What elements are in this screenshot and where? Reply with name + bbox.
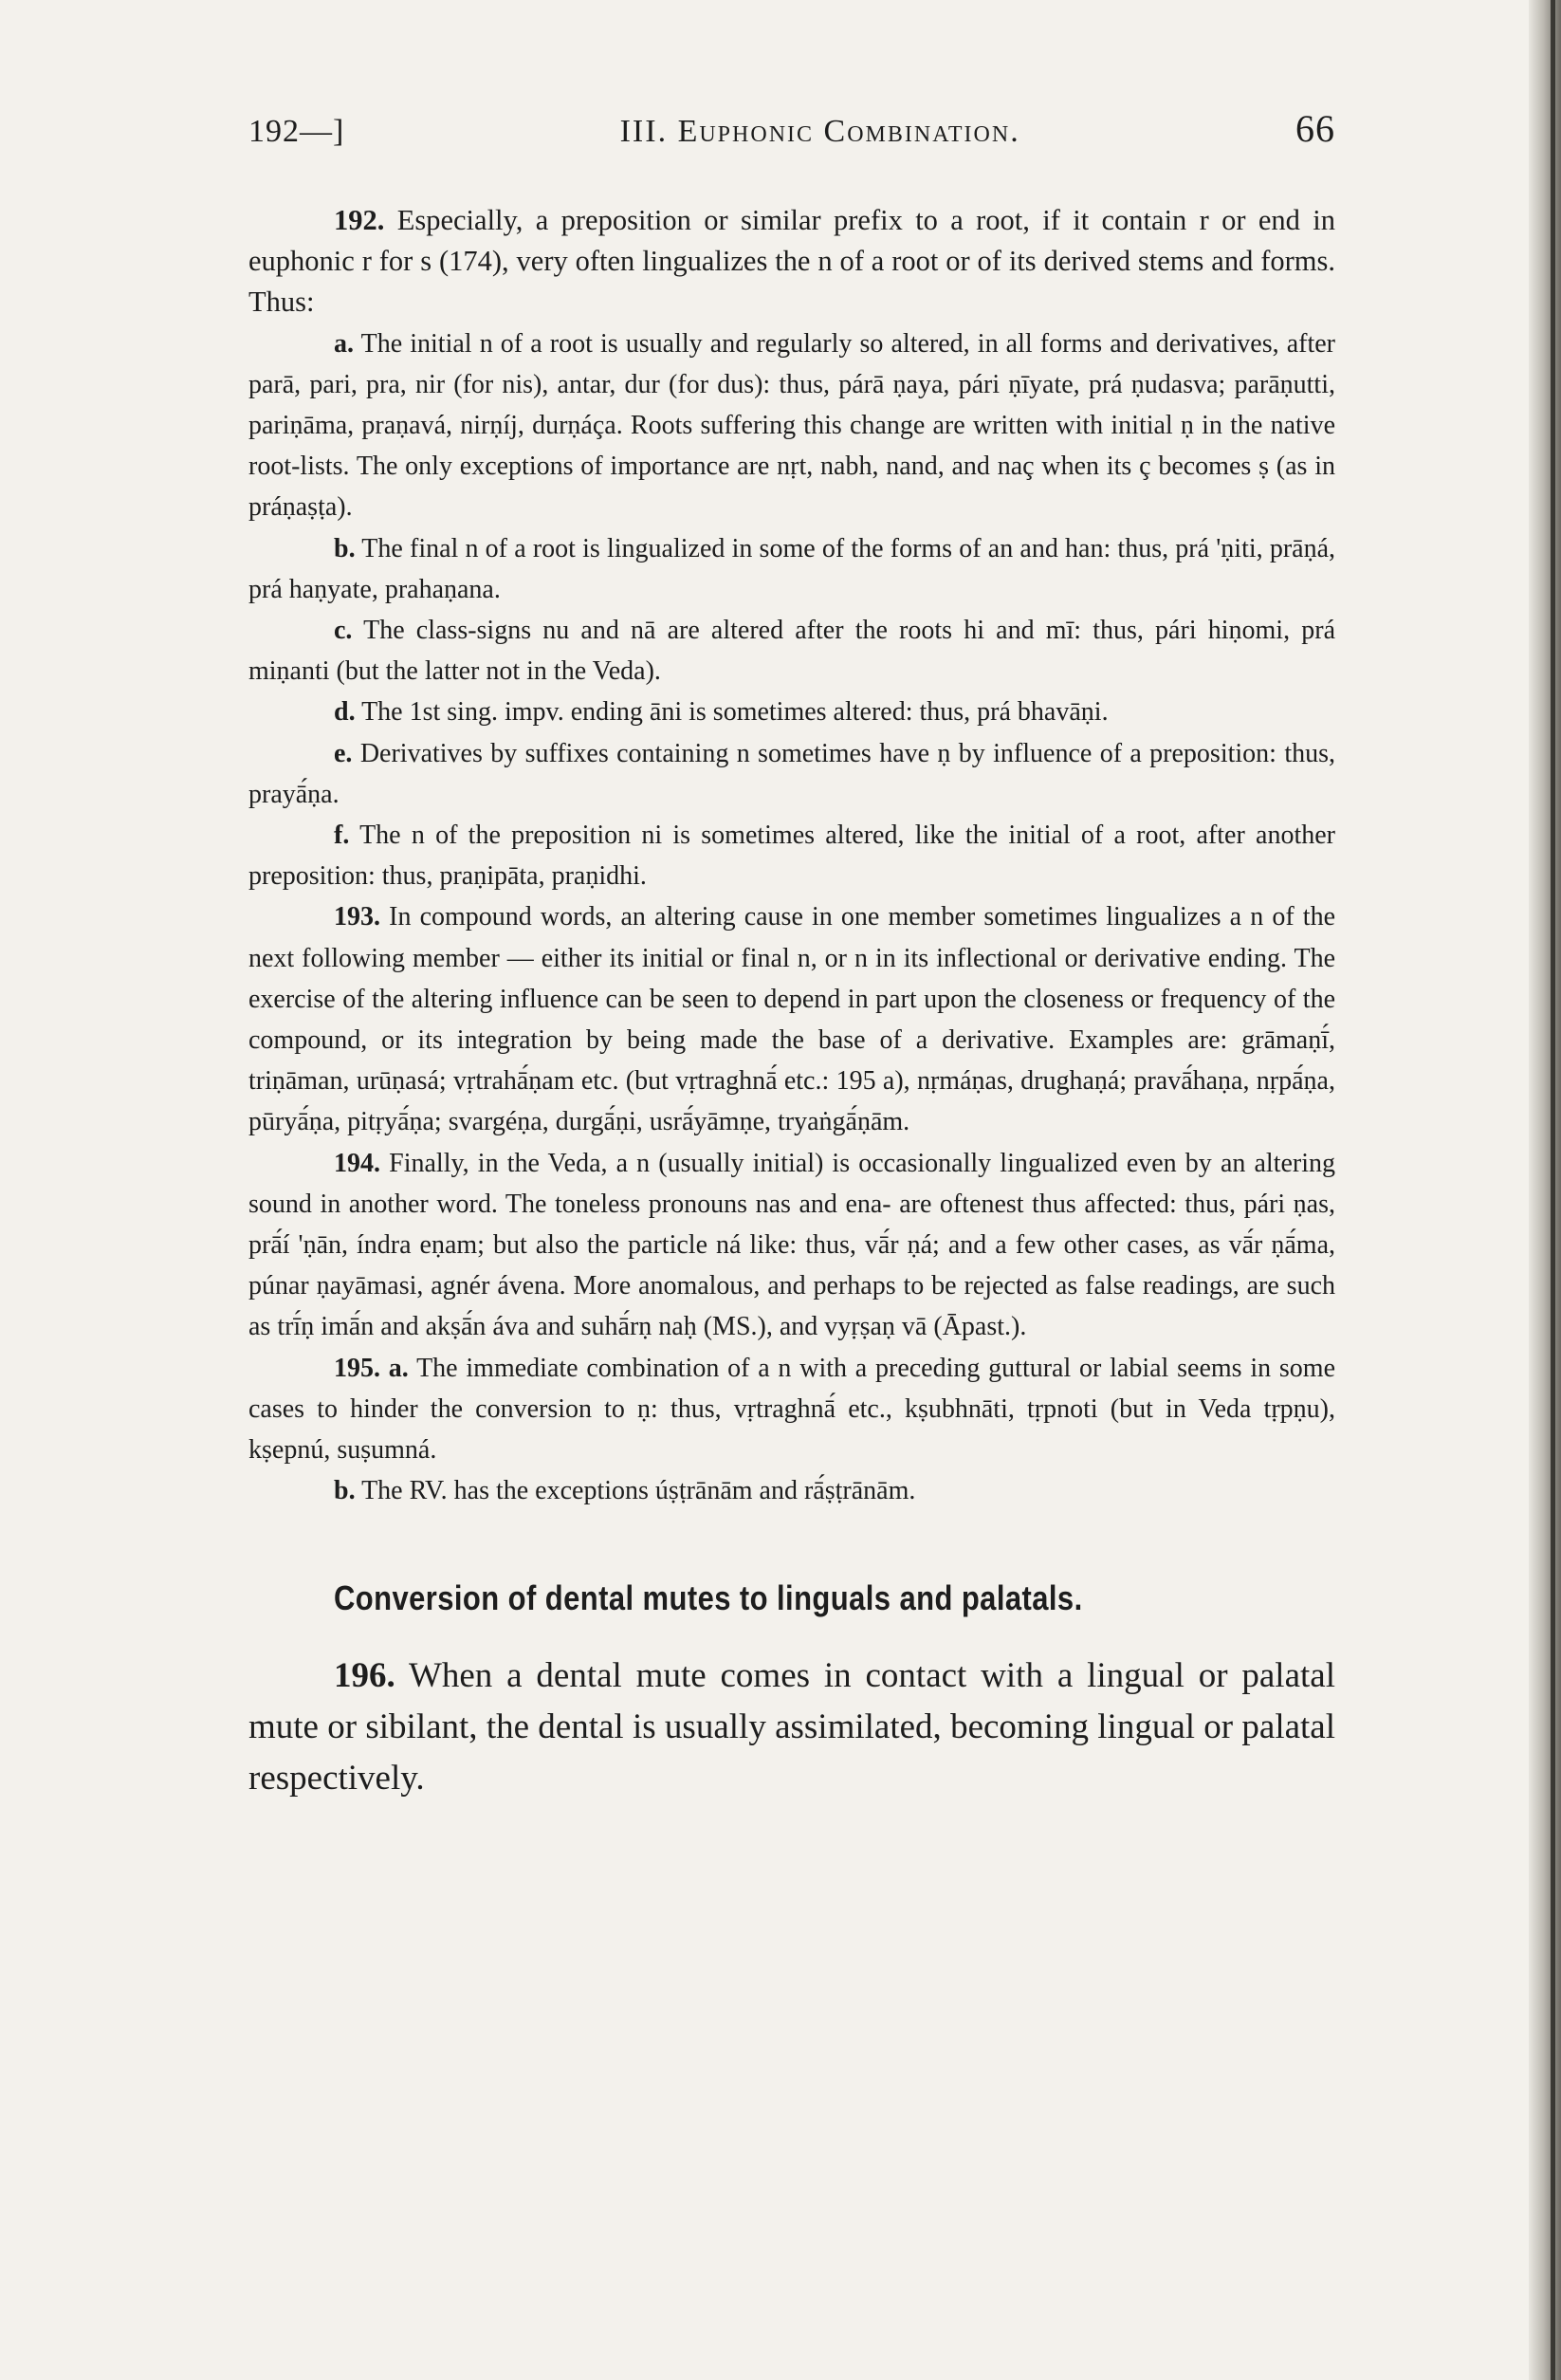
paragraph-192a: a. The initial n of a root is usually and regularly so altered, in all forms and derivatives, after parā, pari, pra, nir (for nis), antar, dur (for dus): thus, párā ṇaya, pári ṇīyate, prá ṇudasva; parāṇutti, pariṇāma, praṇavá, nirṇíj, durṇáça. Roots suffering this change are written with initial ṇ in the native root-lists. The only exceptions of importance are nṛt, nabh, nand, and naç when its ç becomes ṣ (as in práṇaṣṭa). [248,328,1335,523]
page-number: 66 [1295,107,1335,150]
paragraph-192c: c. The class-signs nu and nā are altered after the roots hi and mī: thus, pári hiṇomi, prá miṇanti (but the latter not in the Veda). [248,616,1335,687]
paragraph-195b: b. The RV. has the exceptions úṣṭrānām and rā́ṣṭrānām. [334,1476,916,1506]
paragraph-192d: d. The 1st sing. impv. ending āni is sometimes altered: thus, prá bhavāṇi. [334,697,1109,728]
paragraph-195a: 195. a. The immediate combination of a n with a preceding guttural or labial seems in some cases to hinder the conversion to ṇ: thus, vṛtraghnā́ etc., kṣubhnāti, tṛpnoti (but in Veda tṛpṇu), kṣepnú, suṣumná. [248,1353,1336,1466]
paragraph-192f: f. The n of the preposition ni is sometimes altered, like the initial of a root, after another preposition: thus, praṇipāta, praṇidhi. [248,821,1335,892]
running-title: III. Euphonic Combination. [619,114,1020,149]
page-edge-line [1551,0,1555,2380]
paragraph-194: 194. Finally, in the Veda, a n (usually initial) is occasionally lingualized even by an altering sound in another word. The toneless pronouns nas and ena- are oftenest thus affected: thus, pári ṇas, prā́í 'ṇān, índra eṇam; but also the particle ná like: thus, vā́r ṇá; and a few other cases, as vā́r ṇā́ma, púnar ṇayāmasi, agnér ávena. More anomalous, and perhaps to be rejected as false readings, are such as trī́ṇ imā́n and akṣā́n áva and suhā́rṇ naḥ (MS.), and vyṛṣaṇ vā (Āpast.). [248,1148,1336,1342]
paragraph-193: 193. In compound words, an altering cause in one member sometimes lingualizes a n of the next following member — either its initial or final n, or n in its inflectional or derivative ending. The exercise of the altering influence can be seen to depend in part upon the closeness or frequency of the compound, or its integration by being made the base of a derivative. Examples are: grāmaṇī́, triṇāman, urūṇasá; vṛtrahā́ṇam etc. (but vṛtraghnā́ etc.: 195 a), nṛmáṇas, drughaṇá; pravā́haṇa, nṛpā́ṇa, pūryā́ṇa, pitṛyā́ṇa; svargéṇa, durgā́ṇi, usrā́yāmṇe, tryaṅgā́ṇām. [248,902,1335,1137]
running-header [248,106,1335,151]
paragraph-192: 192. Especially, a preposition or similar prefix to a root, if it contain r or end in euphonic r for s (174), very often lingualizes the n of a root or of its derived stems and forms. Thus: [248,204,1336,319]
section-heading: Conversion of dental mutes to linguals and palatals. [334,1577,1083,1617]
paragraph-196: 196. When a dental mute comes in contact with a lingual or palatal mute or sibilant, the dental is usually assimilated, becoming lingual or palatal respectively. [248,1655,1335,1798]
paragraph-192e: e. Derivatives by suffixes containing n sometimes have ṇ by influence of a preposition: thus, prayā́ṇa. [248,738,1335,809]
section-reference: 192—] [248,114,345,149]
paragraph-192b: b. The final n of a root is lingualized in some of the forms of an and han: thus, prá 'ṇiti, prāṇá, prá haṇyate, prahaṇana. [248,533,1335,604]
page-edge-shadow [1529,0,1561,2380]
page-content [248,106,1335,1804]
